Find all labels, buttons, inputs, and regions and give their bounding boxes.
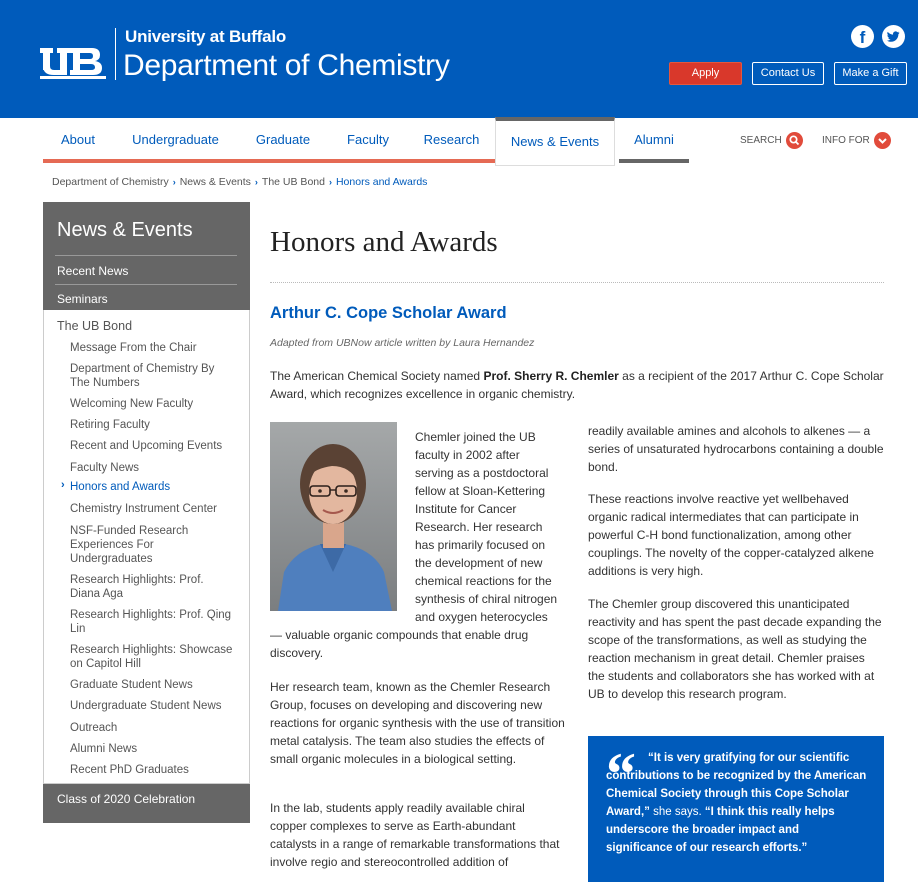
sidebar-link[interactable]: Outreach <box>70 722 118 734</box>
article-intro <box>270 367 884 403</box>
text-line: faculty in 2002 after <box>415 448 520 462</box>
article-paragraph: — valuable organic compounds that enable drug discovery. <box>270 628 529 660</box>
sidebar-link[interactable]: Retiring Faculty <box>70 419 150 431</box>
info-for-label: INFO FOR <box>822 135 870 146</box>
sidebar-link-active[interactable]: Honors and Awards <box>70 481 171 493</box>
text-line: and oxygen heterocycles <box>415 610 548 624</box>
search-icon <box>786 132 803 149</box>
intro-text: The American Chemical Society named <box>270 369 484 383</box>
quote-part: “It is very gratifying for our scientific contributions to be recognized by the American Chemical Society through this Cope Scholar Award,” <box>606 752 867 818</box>
divider <box>55 255 237 256</box>
intro-name: Prof. Sherry R. Chemler <box>483 369 619 383</box>
breadcrumb-current[interactable]: Honors and Awards <box>335 176 428 188</box>
sidebar-link[interactable]: NSF-Funded Research Experiences For Undergraduates <box>70 525 189 565</box>
chevron-right-icon: › <box>61 479 65 491</box>
quote-attribution: she says. <box>649 806 705 818</box>
sidebar-item-class-of-2020[interactable]: Class of 2020 Celebration <box>57 792 196 806</box>
chevron-right-icon: › <box>254 177 258 187</box>
page-title: Honors and Awards <box>270 226 498 258</box>
sidebar-link[interactable]: Graduate Student News <box>70 679 193 691</box>
university-name[interactable]: University at Buffalo <box>125 27 287 46</box>
sidebar-link[interactable]: Research Highlights: Showcase on Capitol Hill <box>70 644 233 670</box>
sidebar-header <box>43 202 250 310</box>
sidebar-link[interactable]: Research Highlights: Prof. Diana Aga <box>70 574 204 600</box>
sidebar-submenu <box>43 310 250 784</box>
nav-item-label: News & Events <box>510 134 600 149</box>
text-line: Institute for Cancer <box>415 502 517 516</box>
quote-icon: “ <box>606 741 636 807</box>
article-title: Arthur C. Cope Scholar Award <box>270 304 507 322</box>
sidebar-link[interactable]: Alumni News <box>70 743 138 755</box>
ub-logo[interactable] <box>40 42 106 80</box>
breadcrumb <box>52 176 427 188</box>
portrait-photo <box>270 422 397 611</box>
intro-text: as a recipient of the 2017 Arthur C. Cope Scholar Award, which recognizes excellence in organic chemistry. <box>270 369 884 401</box>
info-for-toggle[interactable] <box>822 118 891 163</box>
text-line: synthesis of chiral nitrogen <box>415 592 558 606</box>
chevron-right-icon: › <box>172 177 176 187</box>
facebook-icon[interactable]: f <box>851 25 874 48</box>
article-byline: Adapted from UBNow article written by Laura Hernandez <box>270 337 535 349</box>
pull-quote <box>588 736 884 882</box>
sidebar-link[interactable]: Faculty News <box>70 462 140 474</box>
chevron-right-icon: › <box>328 177 332 187</box>
sidebar-link[interactable]: Welcoming New Faculty <box>70 398 194 410</box>
text-line: fellow at Sloan-Kettering <box>415 484 546 498</box>
sidebar <box>43 202 250 823</box>
sidebar-link[interactable]: Department of Chemistry By The Numbers <box>70 363 215 389</box>
nav-item-about[interactable]: About <box>61 132 95 147</box>
text-line: serving as a postdoctoral <box>415 466 549 480</box>
search-toggle[interactable] <box>740 118 803 163</box>
divider <box>55 284 237 285</box>
sidebar-link[interactable]: Recent PhD Graduates <box>70 764 189 776</box>
article-paragraph: readily available amines and alcohols to alkenes — a series of unsaturated hydrocarbons containing a double bond. <box>588 424 884 474</box>
sidebar-item-seminars[interactable]: Seminars <box>57 292 108 306</box>
sidebar-item-recent-news[interactable]: Recent News <box>57 264 129 278</box>
divider <box>270 282 884 283</box>
breadcrumb-link[interactable]: News & Events <box>179 176 251 188</box>
text-line: Chemler joined the UB <box>415 430 536 444</box>
sidebar-link[interactable]: Chemistry Instrument Center <box>70 503 217 515</box>
sidebar-footer <box>43 784 250 823</box>
logo-divider <box>115 28 116 80</box>
text-line: Research. Her research <box>415 520 543 534</box>
search-label: SEARCH <box>740 135 782 146</box>
article-paragraph: Her research team, known as the Chemler Research Group, focuses on developing and discovering new reactions for organic synthesis with the use of transition metal catalysis. The team also studies the effects of small organic molecules in a biological setting. <box>270 680 565 766</box>
text-line: chemical reactions for the <box>415 574 552 588</box>
sidebar-link[interactable]: Message From the Chair <box>70 342 197 354</box>
quote-part: “I think this really helps underscore the broader impact and significance of our research efforts.” <box>606 806 835 854</box>
nav-item-alumni[interactable]: Alumni <box>634 132 674 147</box>
make-a-gift-button[interactable]: Make a Gift <box>834 62 907 85</box>
nav-item-news-events[interactable] <box>495 117 615 166</box>
breadcrumb-link[interactable]: Department of Chemistry <box>52 176 169 188</box>
nav-item-faculty[interactable]: Faculty <box>347 132 389 147</box>
nav-item-research[interactable]: Research <box>423 132 480 147</box>
sidebar-link[interactable]: Recent and Upcoming Events <box>70 440 223 452</box>
nav-item-graduate[interactable]: Graduate <box>255 132 311 147</box>
contact-us-button[interactable]: Contact Us <box>752 62 824 85</box>
article-paragraph: The Chemler group discovered this unanticipated reactivity and has spent the past decade expanding the scope of the transformations, as well as studying the reaction mechanism in great detail. Chemler praises the students and collaborators she has worked with at UB to develop this research program. <box>588 597 882 701</box>
article-paragraph: In the lab, students apply readily available chiral copper complexes to serve as Earth-abundant catalysts in a range of remarkable transformations that involve regio and stereocontrolled addition of <box>270 801 560 869</box>
twitter-icon[interactable] <box>882 25 905 48</box>
chevron-down-icon <box>874 132 891 149</box>
nav-item-undergraduate[interactable]: Undergraduate <box>132 132 219 147</box>
sidebar-link[interactable]: Research Highlights: Prof. Qing Lin <box>70 609 232 635</box>
article-text-wrap <box>415 428 575 626</box>
sidebar-link[interactable]: Undergraduate Student News <box>70 700 222 712</box>
apply-button[interactable]: Apply <box>669 62 742 85</box>
text-line: the development of new <box>415 556 543 570</box>
text-line: has primarily focused on <box>415 538 546 552</box>
breadcrumb-link[interactable]: The UB Bond <box>261 176 325 188</box>
sidebar-title[interactable]: News & Events <box>57 219 193 241</box>
site-header <box>0 0 918 118</box>
sidebar-item-ub-bond[interactable]: The UB Bond <box>57 319 133 333</box>
article-paragraph: These reactions involve reactive yet wellbehaved organic radical intermediates that can participate in powerful C-H bond functionalization, among other couplings. The novelty of the copper-catalyzed alkene additions is very high. <box>588 492 874 578</box>
main-nav <box>43 118 918 166</box>
quote-text <box>606 749 868 857</box>
department-name[interactable]: Department of Chemistry <box>123 49 450 82</box>
